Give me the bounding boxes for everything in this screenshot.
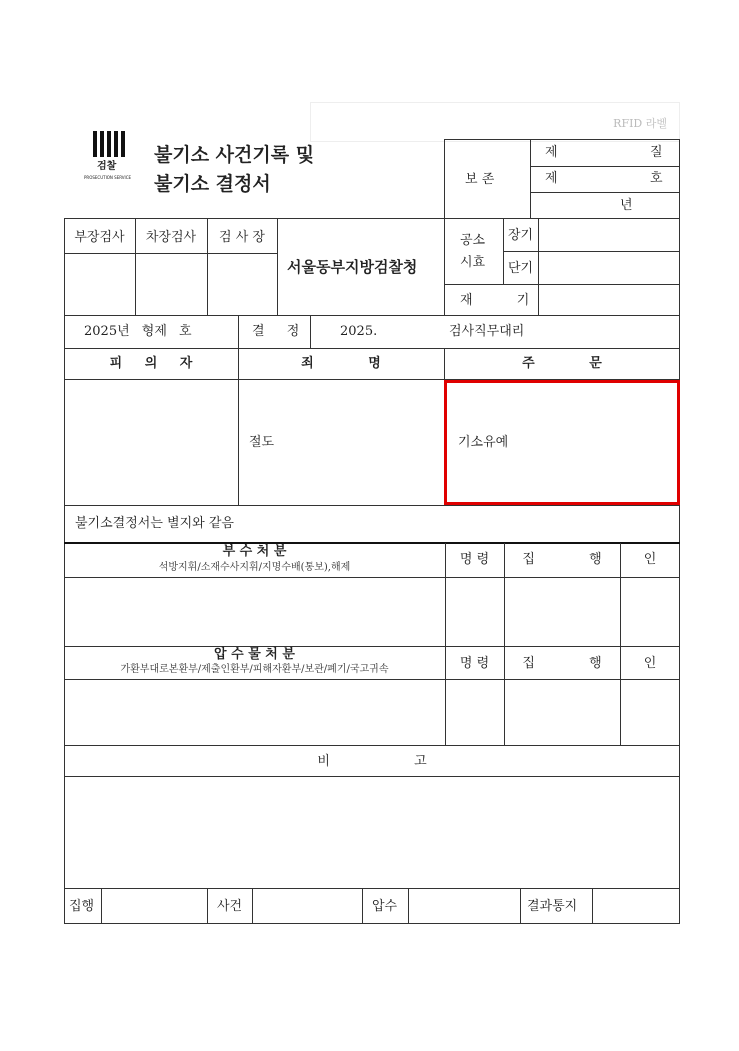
- approval-deputy-prosecutor: 차장검사: [145, 230, 197, 245]
- footer-seizure: 압수: [372, 899, 398, 914]
- document-title-line1: 불기소 사건기록 및: [154, 144, 315, 166]
- incidental-subtitle: 석방지휘/소재수사지휘/지명수배(통보),해제: [158, 562, 351, 573]
- storage-row2-left: 제: [545, 171, 558, 186]
- storage-row3: 년: [620, 198, 633, 213]
- seized-order: 명 령: [459, 656, 490, 671]
- acting-prosecutor: 검사직무대리: [449, 324, 525, 339]
- footer-execution: 집행: [69, 899, 95, 914]
- disposition-highlight-box: [444, 380, 680, 505]
- seized-seal: 인: [643, 656, 657, 671]
- seized-execution: 집 행: [522, 656, 602, 671]
- decision-label: 결 정: [252, 324, 300, 339]
- prescription-short: 단기: [508, 261, 534, 276]
- approval-chief-prosecutor: 부장검사: [74, 230, 125, 245]
- remarks-label: 비 고: [317, 754, 427, 769]
- office-name: 서울동부지방검찰청: [287, 258, 418, 276]
- logo-subtext: PROSECUTION SERVICE: [84, 175, 132, 180]
- rfid-label-text: RFID 라벨: [613, 117, 667, 130]
- prosecution-logo-icon: [93, 131, 129, 157]
- disposition-value: 기소유예: [458, 435, 509, 450]
- prescription-restart: 재 기: [460, 293, 530, 308]
- storage-row2-right: 호: [650, 171, 663, 186]
- rfid-label-area: [310, 102, 680, 142]
- incidental-order: 명 령: [459, 552, 490, 567]
- column-header-disposition: 주 문: [522, 356, 602, 371]
- decision-date: 2025.: [340, 324, 378, 339]
- incidental-execution: 집 행: [522, 552, 602, 567]
- footer-case: 사건: [217, 899, 243, 914]
- approval-prosecutor-general: 검 사 장: [219, 230, 265, 245]
- prescription-label-line1: 공소: [460, 233, 486, 248]
- column-header-crime: 죄 명: [301, 356, 381, 371]
- logo-text: 검찰: [97, 161, 117, 172]
- incidental-seal: 인: [643, 552, 657, 567]
- storage-row1-left: 제: [545, 145, 558, 160]
- column-header-suspect: 피 의 자: [109, 356, 193, 371]
- seized-subtitle: 가환부대로본환부/제출인환부/피해자환부/보관/폐기/국고귀속: [120, 664, 389, 675]
- document-title-line2: 불기소 결정서: [154, 173, 271, 195]
- prescription-label-line2: 시효: [460, 255, 486, 270]
- incidental-title: 부 수 처 분: [222, 544, 287, 559]
- storage-label: 보 존: [465, 172, 495, 187]
- crime-value: 절도: [249, 435, 275, 450]
- case-number: 2025년 형제 호: [84, 324, 192, 339]
- storage-row1-right: 질: [650, 145, 663, 160]
- prescription-long: 장기: [508, 228, 534, 243]
- footer-result-notice: 결과통지: [527, 899, 578, 914]
- seized-title: 압 수 물 처 분: [214, 647, 295, 662]
- attached-note: 불기소결정서는 별지와 같음: [75, 516, 234, 531]
